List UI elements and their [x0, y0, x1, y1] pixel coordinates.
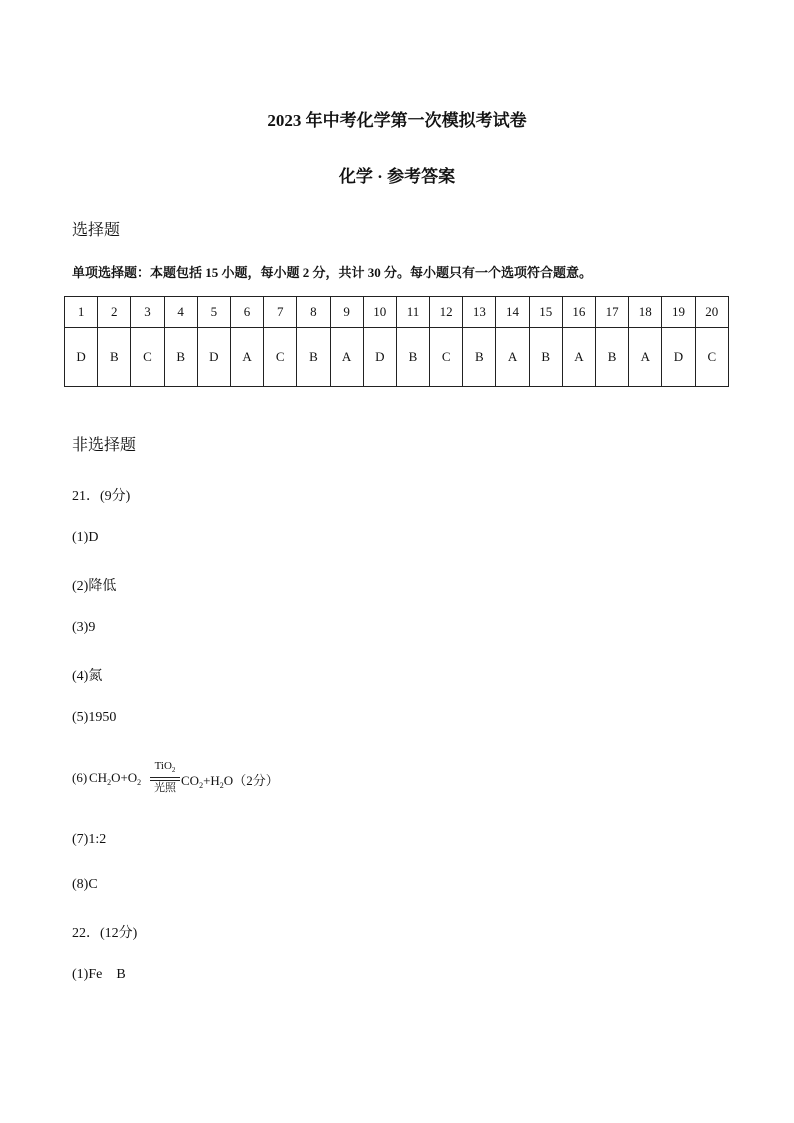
q21-title: 21．(9分): [72, 489, 131, 504]
question-number-cell: 7: [264, 297, 297, 328]
answer-cell: A: [629, 328, 662, 387]
eq-condition: 光照: [154, 782, 176, 794]
question-number-cell: 13: [463, 297, 496, 328]
question-number-cell: 9: [330, 297, 363, 328]
answer-row: [65, 328, 729, 387]
q21-answer-5: (5)1950: [72, 710, 117, 725]
eq-reactants: $CH_2O+O_2$: [89, 770, 142, 787]
answer-cell: D: [197, 328, 230, 387]
answer-cell: B: [529, 328, 562, 387]
question-number-cell: 11: [396, 297, 429, 328]
question-number-cell: 6: [230, 297, 263, 328]
page-subtitle: 化学 · 参考答案: [338, 167, 456, 186]
question-number-cell: 4: [164, 297, 197, 328]
answer-cell: B: [164, 328, 197, 387]
question-number-cell: 16: [562, 297, 595, 328]
question-number-cell: 2: [98, 297, 131, 328]
answer-cell: A: [330, 328, 363, 387]
question-number-cell: 15: [529, 297, 562, 328]
answer-cell: C: [695, 328, 728, 387]
reaction-arrow: [150, 760, 180, 794]
answer-cell: B: [297, 328, 330, 387]
page-title: 2023 年中考化学第一次模拟考试卷: [267, 111, 527, 130]
answer-cell: C: [264, 328, 297, 387]
question-number-cell: 5: [197, 297, 230, 328]
q21-answer-8: (8)C: [72, 877, 98, 892]
answer-cell: D: [662, 328, 695, 387]
eq-products: $CO_2+H_2O(2$分）: [181, 773, 279, 790]
question-number-cell: 12: [430, 297, 463, 328]
question-number-cell: 20: [695, 297, 728, 328]
question-number-cell: 14: [496, 297, 529, 328]
answer-cell: B: [396, 328, 429, 387]
question-number-cell: 18: [629, 297, 662, 328]
answer-cell: B: [596, 328, 629, 387]
q21-answer-3: (3)9: [72, 620, 96, 635]
question-number-cell: 10: [363, 297, 396, 328]
q22-answer-1: (1)Fe B: [72, 967, 126, 982]
question-number-cell: 17: [596, 297, 629, 328]
eq-catalyst: TiO$_2$: [154, 760, 176, 774]
answer-cell: C: [430, 328, 463, 387]
question-number-cell: 3: [131, 297, 164, 328]
q21-answer-4: (4)氮: [72, 669, 103, 684]
answer-table: [64, 296, 729, 387]
answer-cell: C: [131, 328, 164, 387]
answer-cell: D: [65, 328, 98, 387]
choice-section-heading: 选择题: [72, 220, 121, 239]
eq-score: （2分）: [233, 773, 279, 788]
nonchoice-section-heading: 非选择题: [72, 435, 137, 454]
q21-answer-7: (7)1:2: [72, 832, 107, 847]
eq-prefix: (6): [72, 770, 88, 785]
question-number-cell: 8: [297, 297, 330, 328]
q22-title: 22．(12分): [72, 926, 138, 941]
question-number-cell: 19: [662, 297, 695, 328]
q21-answer-1: (1)D: [72, 530, 99, 545]
answer-cell: B: [463, 328, 496, 387]
answer-cell: A: [230, 328, 263, 387]
answer-cell: D: [363, 328, 396, 387]
answer-cell: B: [98, 328, 131, 387]
answer-cell: A: [496, 328, 529, 387]
question-number-cell: 1: [65, 297, 98, 328]
question-number-row: [65, 297, 729, 328]
choice-instruction: 单项选择题：本题包括 15 小题，每小题 2 分，共计 30 分。每小题只有一个选项符合题意。: [72, 265, 593, 280]
answer-cell: A: [562, 328, 595, 387]
q21-answer-2: (2)降低: [72, 579, 117, 594]
